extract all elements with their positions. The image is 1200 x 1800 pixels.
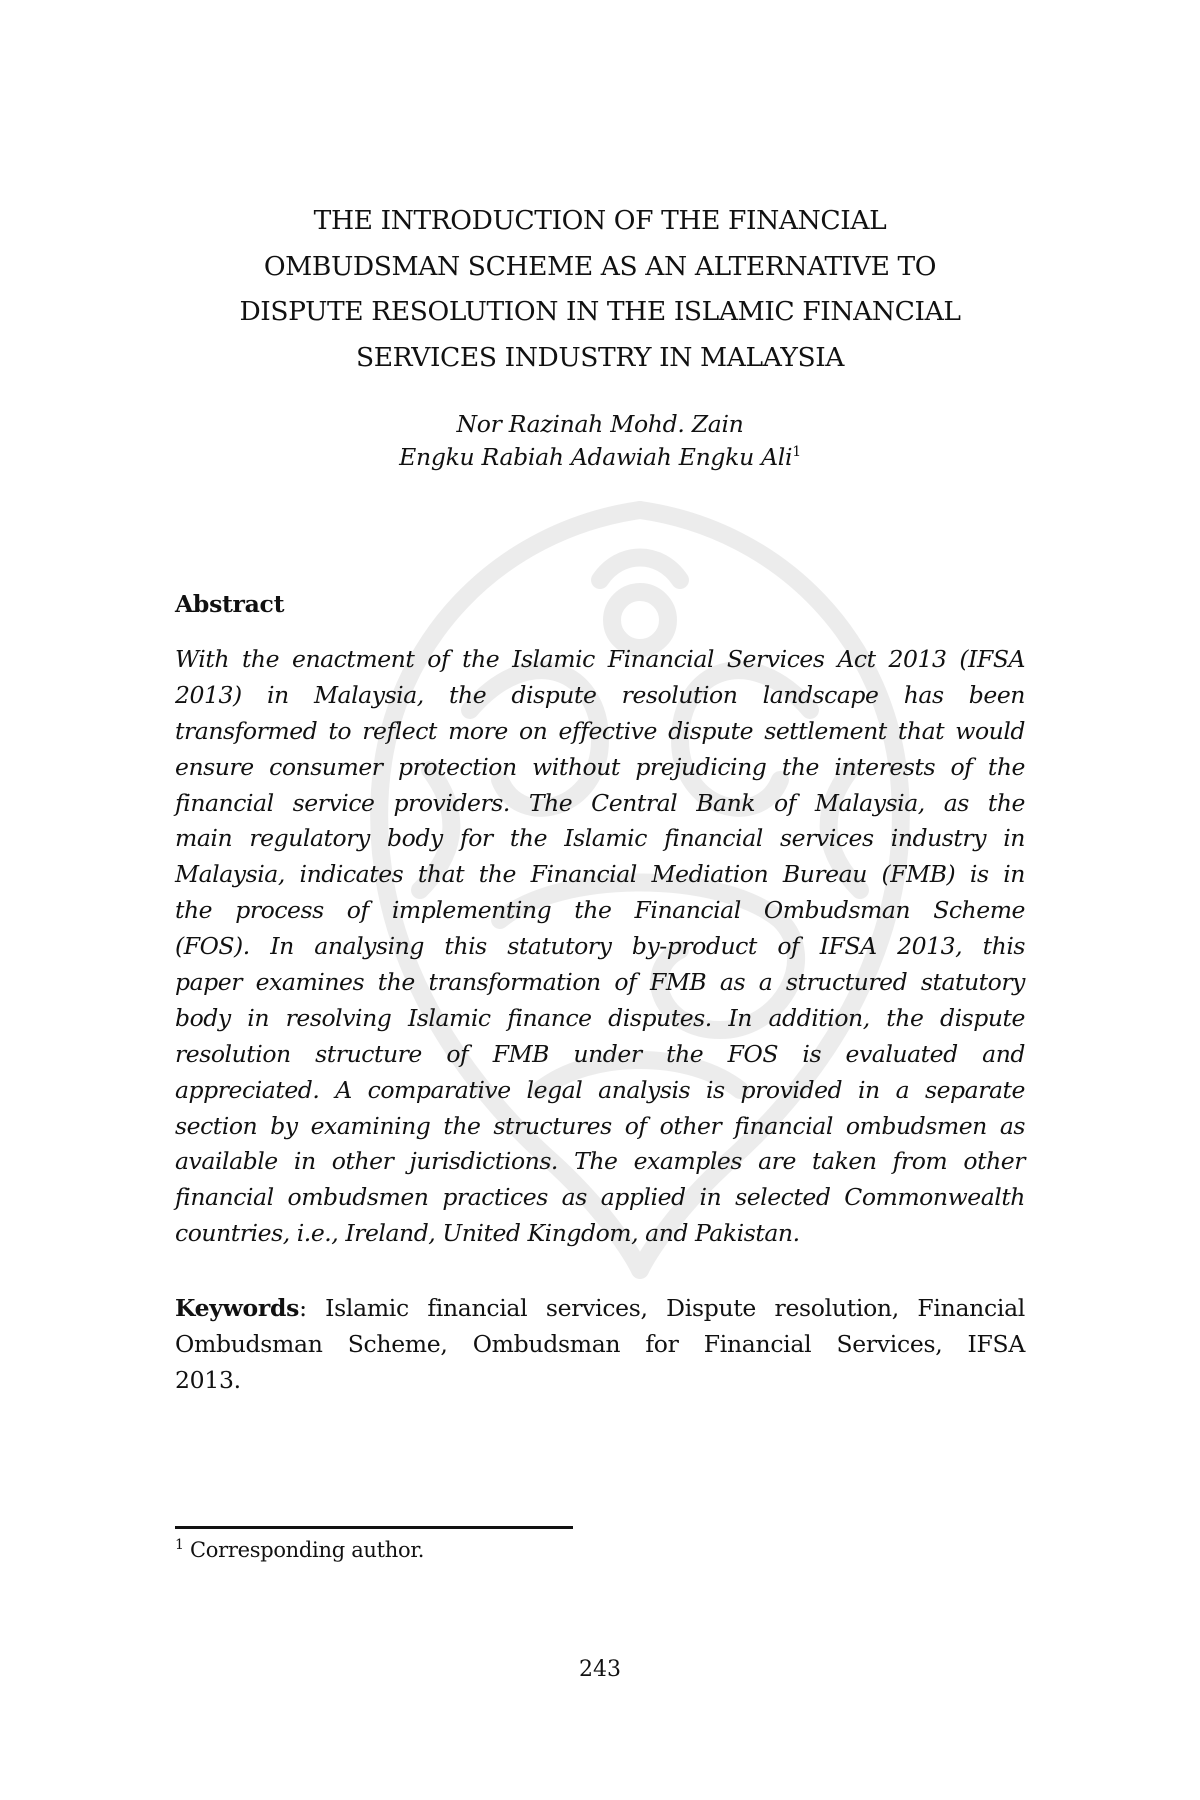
author-footnote-mark: 1 [792,444,801,461]
abstract-text [175,642,1025,1252]
abstract-line: appreciated. A comparative legal analysis is provided in a separate [175,1075,1025,1104]
abstract-line: paper examines the transformation of FMB as a structured statutory [175,968,1025,997]
author-name: Nor Razinah Mohd. Zain [456,410,744,438]
keywords-section [175,1291,1025,1399]
keywords-line: Keywords: Islamic financial services, Dispute resolution, Financial [175,1294,1025,1322]
footnote [175,1538,424,1562]
title-line: OMBUDSMAN SCHEME AS AN ALTERNATIVE TO [263,250,937,282]
footnote-mark: 1 [175,1537,184,1553]
abstract-line: Malaysia, indicates that the Financial Mediation Bureau (FMB) is in [175,860,1025,889]
abstract-line: transformed to reflect more on effective dispute settlement that would [175,716,1025,745]
footnote-text: Corresponding author. [190,1538,425,1562]
title-line: DISPUTE RESOLUTION IN THE ISLAMIC FINANCIAL [239,296,961,327]
abstract-line: resolution structure of FMB under the FOS is evaluated and [175,1039,1025,1068]
abstract-line: ensure consumer protection without prejudicing the interests of the [175,752,1025,781]
abstract-line: With the enactment of the Islamic Financial Services Act 2013 (IFSA [175,645,1025,673]
title-line: THE INTRODUCTION OF THE FINANCIAL [313,205,887,236]
abstract-line: body in resolving Islamic finance disputes. In addition, the dispute [175,1003,1025,1032]
title-line: SERVICES INDUSTRY IN MALAYSIA [355,341,845,373]
paper-title [150,198,1050,380]
abstract-line: 2013) in Malaysia, the dispute resolution landscape has been [175,680,1025,709]
abstract-line: financial ombudsmen practices as applied in selected Commonwealth [175,1183,1025,1212]
abstract-line: main regulatory body for the Islamic financial services industry in [175,824,1025,853]
author-list [150,408,1050,474]
keywords-line: 2013. [175,1365,241,1394]
abstract-line: the process of implementing the Financial Ombudsman Scheme [175,896,1025,925]
abstract-line: financial service providers. The Central Bank of Malaysia, as the [175,788,1025,817]
footnote-divider [175,1526,573,1529]
keywords-label: Keywords [175,1294,300,1322]
abstract-line: countries, i.e., Ireland, United Kingdom, and Pakistan. [175,1219,800,1248]
keywords-line: Ombudsman Scheme, Ombudsman for Financial Services, IFSA [175,1329,1025,1358]
abstract-line: (FOS). In analysing this statutory by-product of IFSA 2013, this [175,932,1025,961]
abstract-heading: Abstract [175,590,285,618]
abstract-line: section by examining the structures of other financial ombudsmen as [175,1111,1025,1140]
abstract-line: available in other jurisdictions. The examples are taken from other [175,1147,1025,1176]
author-name: Engku Rabiah Adawiah Engku Ali$^1$ [399,443,801,471]
page-number: 243 [579,1657,621,1682]
